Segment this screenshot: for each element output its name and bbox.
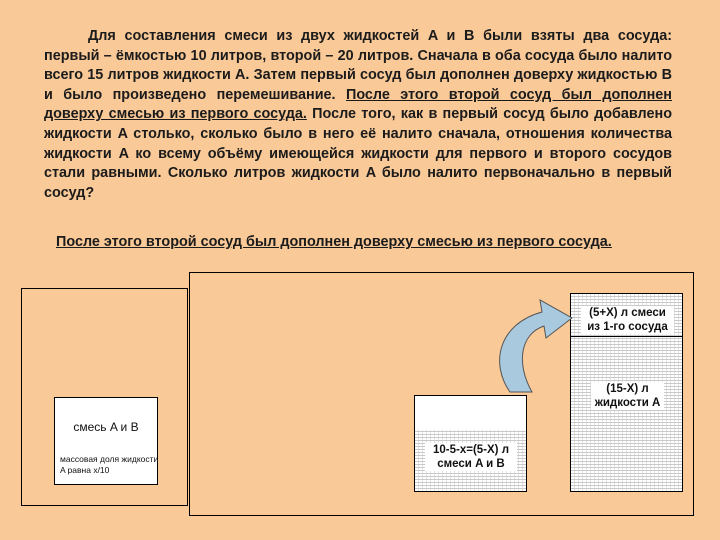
right-small-label-line1: 10-5-x=(5-X) л (432, 444, 509, 456)
right-big-bottom-label (591, 382, 664, 410)
right-small-label-line2: смеси A и B (437, 458, 505, 470)
right-small-label (425, 443, 517, 471)
right-big-top-label (581, 306, 674, 334)
problem-text-before: Для составления смеси из двух жидкостей A и B были взяты два сосуда: первый – ёмкостью 10 литров, второй – 20 литров. Сначала в оба сосуда было налито всего 15 литров жидкости A. Затем первый сосуд был дополнен доверху жидкостью B и было произведено перемешивание. (44, 28, 672, 103)
right-big-top-line2: из 1-го сосуда (587, 321, 668, 333)
left-panel (21, 288, 188, 506)
right-big-top-line1: (5+X) л смеси (589, 307, 666, 319)
step-caption: После этого второй сосуд был дополнен доверху смесью из первого сосуда. (56, 234, 612, 250)
left-vessel-note: массовая доля жидкости A равна x/10 (60, 454, 159, 475)
right-big-bottom-line1: (15-X) л (606, 383, 649, 395)
right-small-vessel (414, 395, 527, 492)
right-big-bottom-line2: жидкости A (594, 397, 661, 409)
transfer-arrow-icon (480, 294, 590, 394)
problem-statement (44, 27, 672, 203)
left-vessel-label: смесь A и B (73, 420, 139, 434)
problem-text-after: После того, как в первый сосуд было добавлено жидкости A столько, сколько было в него её налито сначала, отношения количества жидкости A ко всему объёму имеющейся жидкости для первого и второго сосудов стали равными. Сколько литров жидкости A было налито первоначально в первый сосуд? (44, 106, 672, 201)
problem-text-underlined: После этого второй сосуд был дополнен доверху смесью из первого сосуда. (44, 86, 672, 123)
